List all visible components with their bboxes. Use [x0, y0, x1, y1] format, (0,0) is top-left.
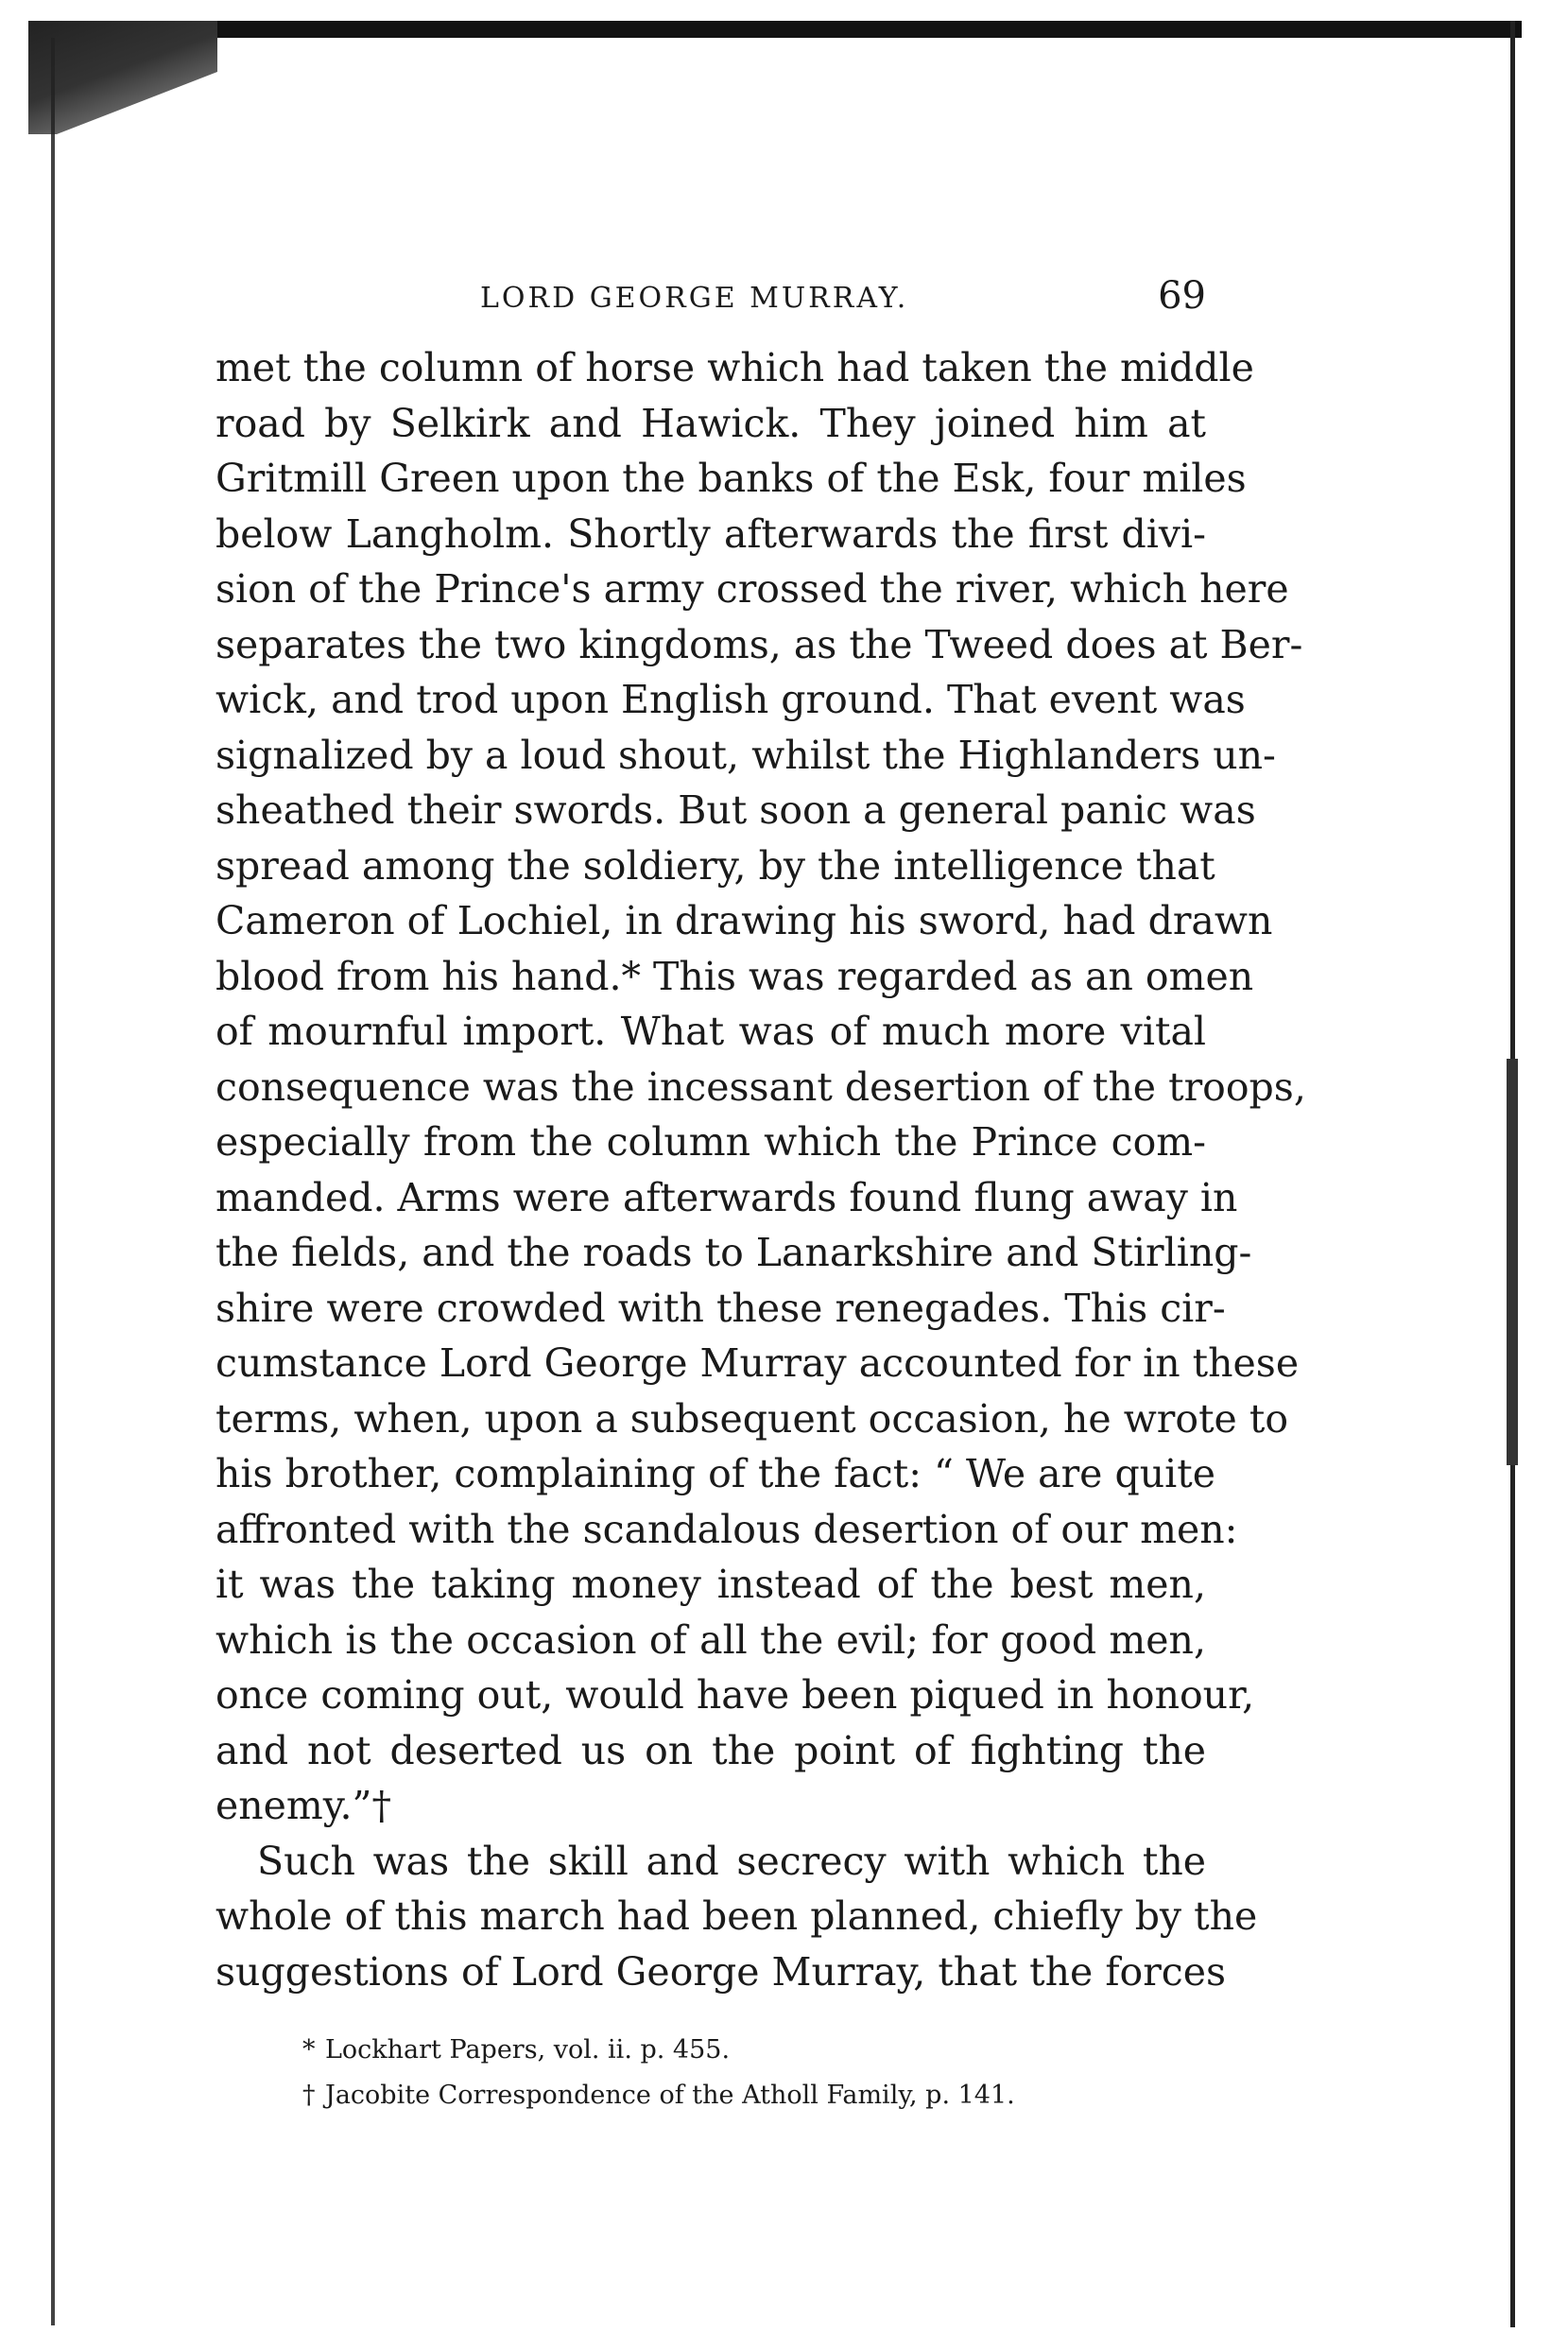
scan-left-edge: [51, 38, 55, 2325]
footnote-text: Lockhart Papers, vol. ii. p. 455.: [325, 2035, 731, 2065]
footnote: [302, 2028, 1153, 2073]
text-line: which is the occasion of all the evil; for good men,: [215, 1616, 1206, 1663]
text-line: signalized by a loud shout, whilst the Highlanders un-: [215, 732, 1276, 778]
text-line: and not deserted us on the point of fighting the: [215, 1727, 1206, 1773]
text-line: sion of the Prince's army crossed the river, which here: [215, 566, 1289, 612]
text-line: sheathed their swords. But soon a general panic was: [215, 787, 1256, 833]
text-line: separates the two kingdoms, as the Tweed does at Ber-: [215, 621, 1303, 667]
text-line: especially from the column which the Prince com-: [215, 1119, 1206, 1165]
text-line: enemy.”†: [215, 1783, 392, 1828]
footnote: [302, 2073, 1153, 2118]
text-line: wick, and trod upon English ground. That event was: [215, 677, 1246, 722]
text-line: Cameron of Lochiel, in drawing his sword, had drawn: [215, 898, 1273, 943]
page-header: [215, 274, 1206, 321]
body-text: [215, 340, 1306, 1999]
text-line: Such was the skill and secrecy with which the: [257, 1838, 1206, 1884]
text-line: suggestions of Lord George Murray, that the forces: [215, 1948, 1227, 1995]
text-line: the fields, and the roads to Lanarkshire and Stirling-: [215, 1230, 1252, 1275]
page-number: 69: [1158, 274, 1206, 318]
text-line: Gritmill Green upon the banks of the Esk, four miles: [215, 456, 1247, 501]
paragraph: [215, 1834, 1258, 2000]
text-line: shire were crowded with these renegades. This cir-: [215, 1285, 1226, 1331]
text-line: whole of this march had been planned, chiefly by the: [215, 1893, 1258, 1939]
footnote-mark: *: [302, 2035, 316, 2065]
text-line: met the column of horse which had taken the middle: [215, 345, 1254, 390]
footnote-text: Jacobite Correspondence of the Atholl Family, p. 141.: [325, 2081, 1015, 2110]
text-line: blood from his hand.* This was regarded as an omen: [215, 953, 1254, 999]
text-line: terms, when, upon a subsequent occasion, he wrote to: [215, 1395, 1289, 1442]
text-line: cumstance Lord George Murray accounted for in these: [215, 1340, 1300, 1386]
paragraph: [215, 340, 1306, 1834]
scan-top-border: [28, 21, 1522, 38]
text-line: spread among the soldiery, by the intelligence that: [215, 842, 1215, 889]
text-line: affronted with the scandalous desertion of our men:: [215, 1506, 1238, 1552]
text-line: his brother, complaining of the fact: “ We are quite: [215, 1451, 1215, 1496]
scan-corner-smudge: [28, 21, 217, 134]
text-line: manded. Arms were afterwards found flung away in: [215, 1174, 1238, 1220]
running-title: LORD GEORGE MURRAY.: [480, 282, 909, 315]
text-line: it was the taking money instead of the best men,: [215, 1562, 1206, 1607]
text-line: road by Selkirk and Hawick. They joined him at: [215, 400, 1206, 446]
text-line: of mournful import. What was of much more vital: [215, 1009, 1206, 1054]
text-line: below Langholm. Shortly afterwards the first divi-: [215, 510, 1206, 557]
scan-right-edge-shadow: [1507, 1059, 1518, 1465]
text-line: consequence was the incessant desertion of the troops,: [215, 1063, 1306, 1110]
footnote-mark: †: [302, 2081, 316, 2110]
text-line: once coming out, would have been piqued in honour,: [215, 1672, 1255, 1718]
footnotes: [302, 2028, 1153, 2118]
